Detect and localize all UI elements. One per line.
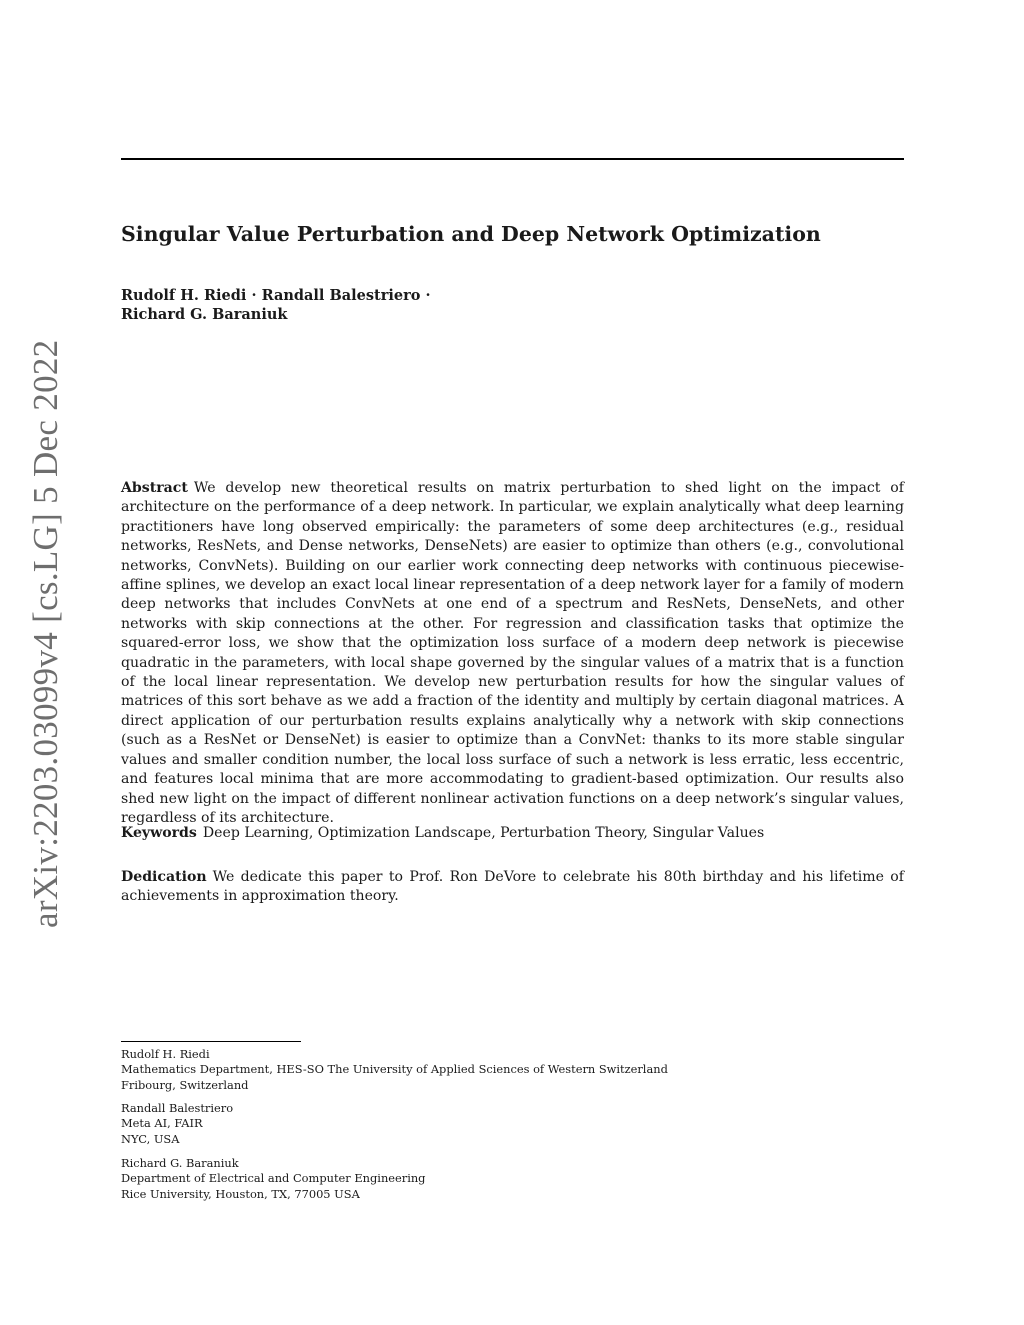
abstract-text: We develop new theoretical results on matrix perturbation to shed light on the impact of architecture on the performance of a deep network. In particular, we explain analytically what deep learning practitioners have long observed empirically: the parameters of some deep architectures (e.g., residual networks, ResNets, and Dense networks, DenseNets) are easier to optimize than others (e.g., convolutional networks, ConvNets). Building on our earlier work connecting deep networks with continuous piecewise-affine splines, we develop an exact local linear representation of a deep network layer for a family of modern deep networks that includes ConvNets at one end of a spectrum and ResNets, DenseNets, and other networks with skip connections at the other. For regression and classification tasks that optimize the squared-error loss, we show that the optimization loss surface of a modern deep network is piecewise quadratic in the parameters, with local shape governed by the singular values of a matrix that is a function of the local linear representation. We develop new perturbation results for how the singular values of matrices of this sort behave as we add a fraction of the identity and multiply by certain diagonal matrices. A direct application of our perturbation results explains analytically why a network with skip connections (such as a ResNet or DenseNet) is easier to optimize than a ConvNet: thanks to its more stable singular values and smaller condition number, the local loss surface of such a network is less erratic, less eccentric, and features local minima that are more accommodating to gradient-based optimization. Our results also shed new light on the impact of different nonlinear activation functions on a deep network’s singular values, regardless of its architecture. <box>121 480 904 826</box>
affiliation-riedi <box>121 1047 668 1093</box>
affiliation-balestriero <box>121 1101 233 1147</box>
author-line-2: Richard G. Baraniuk <box>121 306 288 323</box>
keywords <box>121 824 904 843</box>
affiliation-line: Mathematics Department, HES-SO The University of Applied Sciences of Western Switzerland <box>121 1062 668 1077</box>
affiliation-name: Richard G. Baraniuk <box>121 1156 239 1170</box>
abstract <box>121 479 904 828</box>
dedication-text: We dedicate this paper to Prof. Ron DeVore to celebrate his 80th birthday and his lifetime of achievements in approximation theory. <box>121 869 904 905</box>
affiliation-line: Meta AI, FAIR <box>121 1116 203 1131</box>
arxiv-identifier-stamp: arXiv:2203.03099v4 [cs.LG] 5 Dec 2022 <box>26 339 65 928</box>
affiliation-baraniuk <box>121 1156 425 1202</box>
dedication-label: Dedication <box>121 869 207 885</box>
header-rule <box>121 158 904 160</box>
keywords-label: Keywords <box>121 825 197 841</box>
author-list <box>121 286 431 324</box>
paper-title: Singular Value Perturbation and Deep Network Optimization <box>121 222 821 246</box>
author-line-1: Rudolf H. Riedi · Randall Balestriero · <box>121 287 431 304</box>
affiliation-name: Randall Balestriero <box>121 1101 234 1115</box>
affiliation-line: Fribourg, Switzerland <box>121 1077 249 1092</box>
dedication <box>121 868 904 907</box>
keywords-text: Deep Learning, Optimization Landscape, Perturbation Theory, Singular Values <box>202 825 765 841</box>
affiliation-name: Rudolf H. Riedi <box>121 1047 210 1061</box>
affiliation-line: NYC, USA <box>121 1131 180 1146</box>
footnote-rule <box>121 1041 301 1042</box>
abstract-label: Abstract <box>121 480 188 496</box>
affiliation-line: Department of Electrical and Computer Engineering <box>121 1171 426 1186</box>
affiliation-line: Rice University, Houston, TX, 77005 USA <box>121 1186 360 1201</box>
